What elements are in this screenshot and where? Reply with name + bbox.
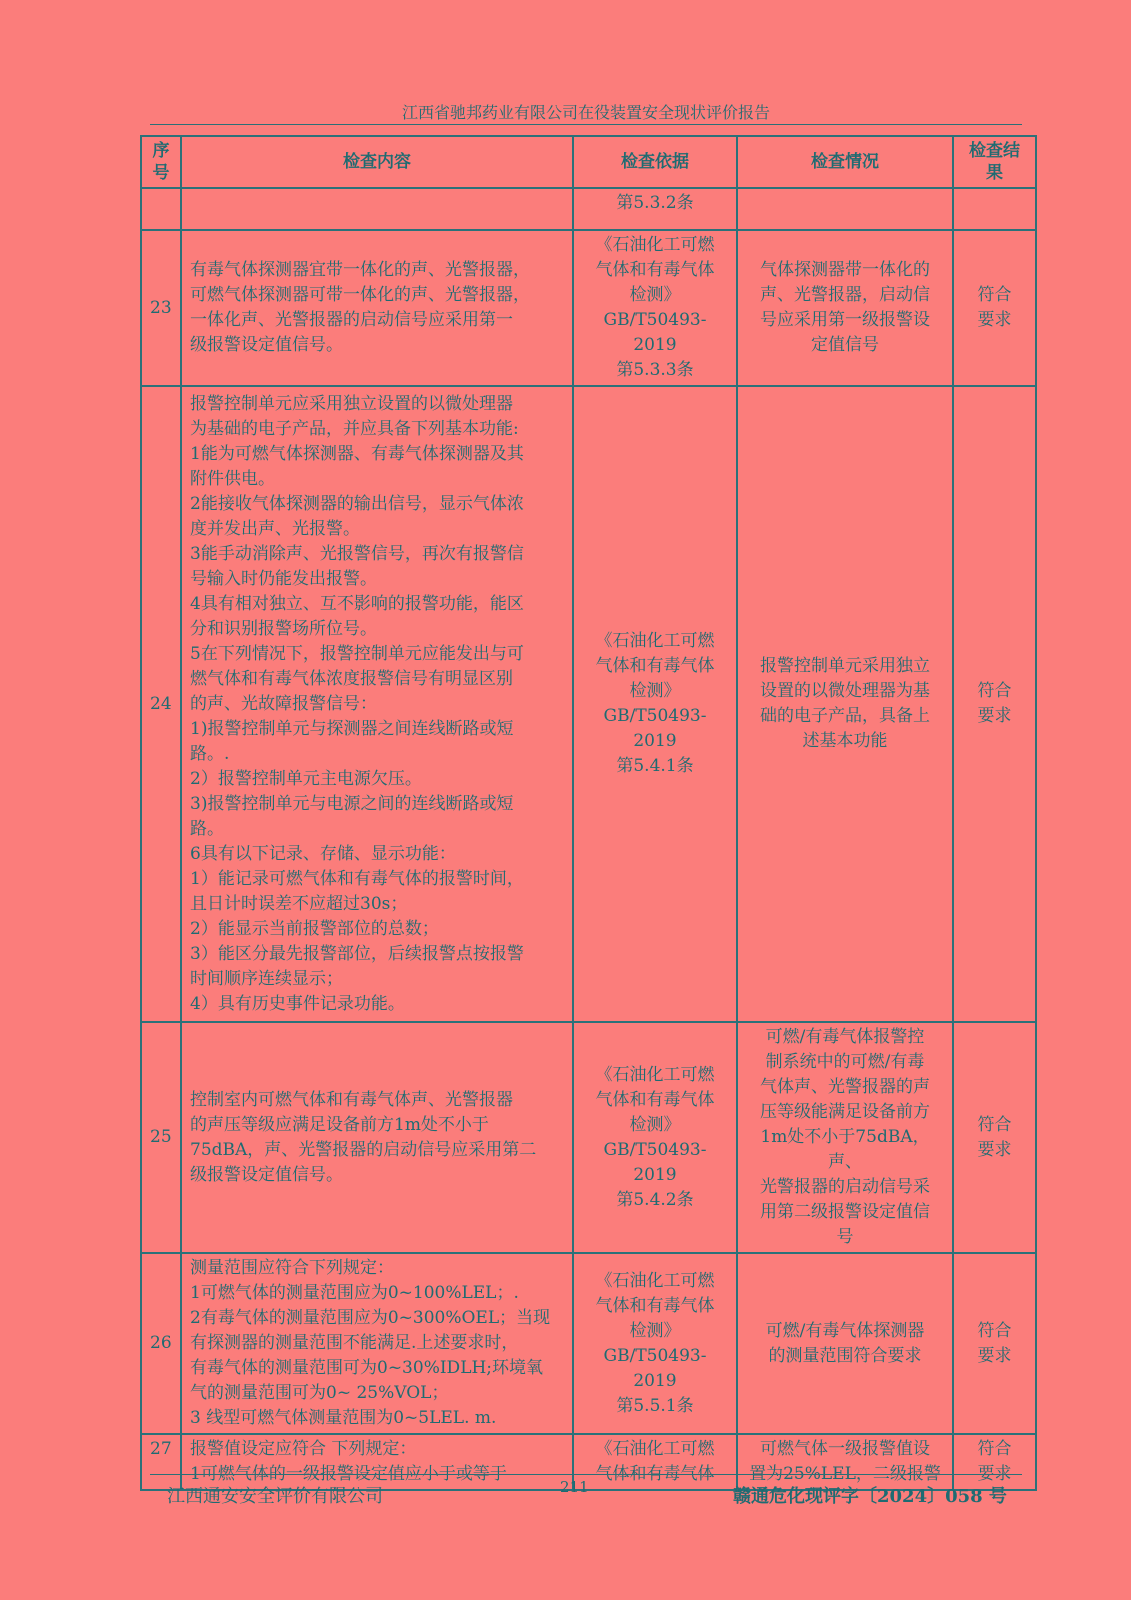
cell-basis-line: 第5.4.1条 <box>616 756 694 776</box>
footer-divider <box>150 1474 1022 1475</box>
cell-content-line: 分和识别报警场所位号。 <box>190 618 377 639</box>
cell-content-line: 3）能区分最先报警部位，后续报警点按报警 <box>190 943 524 964</box>
cell-result-line: 符合 <box>977 1320 1012 1341</box>
cell-no: 24 <box>141 386 181 1022</box>
cell-content-line: 为基础的电子产品，并应具备下列基本功能: <box>190 418 519 439</box>
cell-basis <box>573 1022 737 1253</box>
cell-content-line: 有毒气体探测器宜带一体化的声、光警报器， <box>190 260 530 280</box>
cell-basis-line: 《石油化工可燃 <box>595 631 715 651</box>
cell-content-line: 有探测器的测量范围不能满足.上述要求时， <box>190 1333 519 1353</box>
cell-content-line: 1）能记录可燃气体和有毒气体的报警时间， <box>190 868 524 889</box>
cell-content-line: 号输入时仍能发出报警。 <box>190 568 377 589</box>
cell-status-line: 定值信号 <box>811 335 879 355</box>
header-basis: 检查依据 <box>573 136 737 188</box>
cell-no: 25 <box>141 1022 181 1253</box>
cell-basis-line: 气体和有毒气体 <box>595 1464 715 1484</box>
cell-content <box>181 1022 573 1253</box>
cell-result-line: 符合 <box>977 1439 1012 1459</box>
cell-no <box>141 188 181 230</box>
page-number: 211 <box>560 1478 589 1496</box>
cell-content-line: 2）能显示当前报警部位的总数； <box>190 918 439 939</box>
cell-result <box>953 188 1036 230</box>
cell-basis-line: 检测》 <box>629 1320 681 1341</box>
cell-basis <box>573 386 737 1022</box>
table-header-row <box>141 136 1036 188</box>
header-no: 序号 <box>141 136 181 188</box>
cell-content-line: 6具有以下记录、存储、显示功能： <box>190 843 456 864</box>
cell-basis-line: 气体和有毒气体 <box>595 1089 715 1110</box>
cell-no: 27 <box>141 1434 181 1490</box>
cell-status-line: 的测量范围符合要求 <box>768 1345 922 1366</box>
cell-content-line: 气的测量范围可为0~ 25%VOL； <box>190 1383 449 1403</box>
cell-result-line: 要求 <box>977 1345 1012 1366</box>
cell-basis-line: 气体和有毒气体 <box>595 1295 715 1316</box>
table-row <box>141 230 1036 386</box>
cell-status-line: 号应采用第一级报警设 <box>760 310 930 330</box>
cell-basis-line: 检测》 <box>629 285 681 305</box>
cell-content-line: 附件供电。 <box>190 468 275 489</box>
cell-no: 23 <box>141 230 181 386</box>
cell-content-line: 4）具有历史事件记录功能。 <box>190 993 405 1014</box>
cell-content-line: 4具有相对独立、互不影响的报警功能，能区 <box>190 593 524 614</box>
cell-basis-line: GB/T50493-2019 <box>603 1139 707 1185</box>
cell-basis-line: 《石油化工可燃 <box>595 1064 715 1085</box>
cell-content-line: 2有毒气体的测量范围应为0~300%OEL；当现 <box>190 1308 551 1328</box>
cell-content-line: 报警控制单元应采用独立设置的以微处理器 <box>190 393 513 414</box>
cell-status-line: 压等级能满足设备前方 <box>760 1102 930 1122</box>
cell-basis-line: 《石油化工可燃 <box>595 1439 715 1459</box>
cell-content-line: 报警值设定应符合 下列规定： <box>190 1439 417 1459</box>
cell-status <box>737 230 953 386</box>
cell-content <box>181 188 573 230</box>
cell-basis <box>573 188 737 230</box>
cell-content-line: 1可燃气体的一级报警设定值应小于或等于 <box>190 1464 507 1484</box>
cell-basis-line: 第5.3.2条 <box>616 193 694 213</box>
cell-result-line: 要求 <box>977 310 1012 330</box>
footer-company: 江西通安安全评价有限公司 <box>167 1486 383 1507</box>
report-header-title: 江西省驰邦药业有限公司在役装置安全现状评价报告 <box>401 103 770 122</box>
cell-content-line: 可燃气体探测器可带一体化的声、光警报器， <box>190 285 530 305</box>
cell-status <box>737 1253 953 1434</box>
cell-basis-line: 检测》 <box>629 1114 681 1135</box>
header-result: 检查结果 <box>953 136 1036 188</box>
cell-basis-line: 第5.3.3条 <box>616 360 694 380</box>
cell-content-line: 燃气体和有毒气体浓度报警信号有明显区别 <box>190 668 513 689</box>
table-row <box>141 188 1036 230</box>
table-row <box>141 1022 1036 1253</box>
cell-content <box>181 230 573 386</box>
cell-result <box>953 1022 1036 1253</box>
cell-no: 26 <box>141 1253 181 1434</box>
cell-status-line: 光警报器的启动信号采 <box>760 1177 930 1197</box>
cell-content-line: 且日计时误差不应超过30s； <box>190 893 408 914</box>
cell-basis-line: 检测》 <box>629 681 681 701</box>
cell-status-line: 气体探测器带一体化的 <box>760 260 930 280</box>
cell-status-line: 制系统中的可燃/有毒 <box>765 1052 925 1072</box>
cell-basis-line: GB/T50493-2019 <box>603 310 707 355</box>
cell-content-line: 3能手动消除声、光报警信号，再次有报警信 <box>190 543 524 564</box>
cell-status-line: 可燃气体一级报警值设 <box>760 1439 930 1459</box>
cell-basis-line: GB/T50493-2019 <box>603 706 707 751</box>
cell-result-line: 符合 <box>977 285 1012 305</box>
cell-content-line: 控制室内可燃气体和有毒气体声、光警报器 <box>190 1089 513 1110</box>
cell-content-line: 有毒气体的测量范围可为0~30%IDLH;环境氧 <box>190 1358 544 1378</box>
cell-basis <box>573 1434 737 1490</box>
cell-content-line: 1能为可燃气体探测器、有毒气体探测器及其 <box>190 443 524 464</box>
cell-content-line: 2能接收气体探测器的输出信号，显示气体浓 <box>190 493 524 514</box>
cell-content <box>181 1253 573 1434</box>
cell-content-line: 路。. <box>190 743 230 764</box>
cell-content-line: 5在下列情况下，报警控制单元应能发出与可 <box>190 643 524 664</box>
cell-content <box>181 386 573 1022</box>
cell-basis-line: 《石油化工可燃 <box>595 1270 715 1291</box>
cell-content-line: 路。 <box>190 818 224 839</box>
cell-status <box>737 386 953 1022</box>
cell-result <box>953 386 1036 1022</box>
table-row <box>141 1253 1036 1434</box>
cell-content-line: 1可燃气体的测量范围应为0~100%LEL；. <box>190 1283 519 1303</box>
cell-content-line: 1)报警控制单元与探测器之间连线断路或短 <box>190 718 514 739</box>
cell-result <box>953 1253 1036 1434</box>
cell-result-line: 要求 <box>977 706 1012 726</box>
cell-content-line: 时间顺序连续显示； <box>190 968 343 989</box>
cell-status <box>737 188 953 230</box>
cell-status-line: 声、光警报器，启动信 <box>760 285 930 305</box>
cell-status <box>737 1022 953 1253</box>
cell-content-line: 2）报警控制单元主电源欠压。 <box>190 768 422 789</box>
cell-result <box>953 230 1036 386</box>
cell-basis-line: 气体和有毒气体 <box>595 656 715 676</box>
cell-basis-line: 第5.5.1条 <box>616 1395 694 1416</box>
table-row <box>141 386 1036 1022</box>
cell-status-line: 础的电子产品，具备上 <box>760 706 930 726</box>
cell-status-line: 可燃/有毒气体报警控 <box>765 1027 925 1047</box>
cell-basis <box>573 230 737 386</box>
cell-basis-line: 《石油化工可燃 <box>595 235 715 255</box>
cell-status-line: 设置的以微处理器为基 <box>760 681 930 701</box>
cell-status-line: 置为25%LEL，二级报警 <box>749 1464 941 1484</box>
cell-basis-line: GB/T50493-2019 <box>603 1345 707 1391</box>
cell-content-line: 的声压等级应满足设备前方1m处不小于 <box>190 1114 489 1135</box>
header-divider <box>150 124 1022 125</box>
cell-status-line: 用第二级报警设定值信 <box>760 1202 930 1222</box>
cell-content-line: 测量范围应符合下列规定： <box>190 1258 394 1278</box>
cell-status-line: 报警控制单元采用独立 <box>760 656 930 676</box>
cell-basis <box>573 1253 737 1434</box>
cell-result-line: 符合 <box>977 681 1012 701</box>
cell-content-line: 级报警设定值信号。 <box>190 335 343 355</box>
cell-content-line: 一体化声、光警报器的启动信号应采用第一 <box>190 310 513 330</box>
cell-content-line: 3 线型可燃气体测量范围为0~5LEL. m. <box>190 1408 497 1428</box>
header-status: 检查情况 <box>737 136 953 188</box>
report-number: 赣通危化现评字〔2024〕058 号 <box>733 1486 1007 1507</box>
inspection-table <box>140 135 1037 1491</box>
cell-result-line: 要求 <box>977 1464 1012 1484</box>
cell-status-line: 1m处不小于75dBA，声、 <box>760 1127 930 1172</box>
cell-basis-line: 第5.4.2条 <box>616 1189 694 1210</box>
cell-result-line: 符合 <box>977 1114 1012 1135</box>
cell-content-line: 75dBA，声、光警报器的启动信号应采用第二 <box>190 1139 537 1160</box>
header-content: 检查内容 <box>181 136 573 188</box>
cell-status-line: 可燃/有毒气体探测器 <box>765 1320 925 1341</box>
cell-content-line: 级报警设定值信号。 <box>190 1164 343 1185</box>
cell-content-line: 3)报警控制单元与电源之间的连线断路或短 <box>190 793 514 814</box>
cell-content-line: 的声、光故障报警信号： <box>190 693 377 714</box>
cell-result-line: 要求 <box>977 1139 1012 1160</box>
cell-content-line: 度并发出声、光报警。 <box>190 518 360 539</box>
cell-basis-line: 气体和有毒气体 <box>595 260 715 280</box>
cell-status-line: 述基本功能 <box>802 731 888 751</box>
cell-status-line: 气体声、光警报器的声 <box>760 1077 930 1097</box>
cell-status-line: 号 <box>836 1227 854 1247</box>
